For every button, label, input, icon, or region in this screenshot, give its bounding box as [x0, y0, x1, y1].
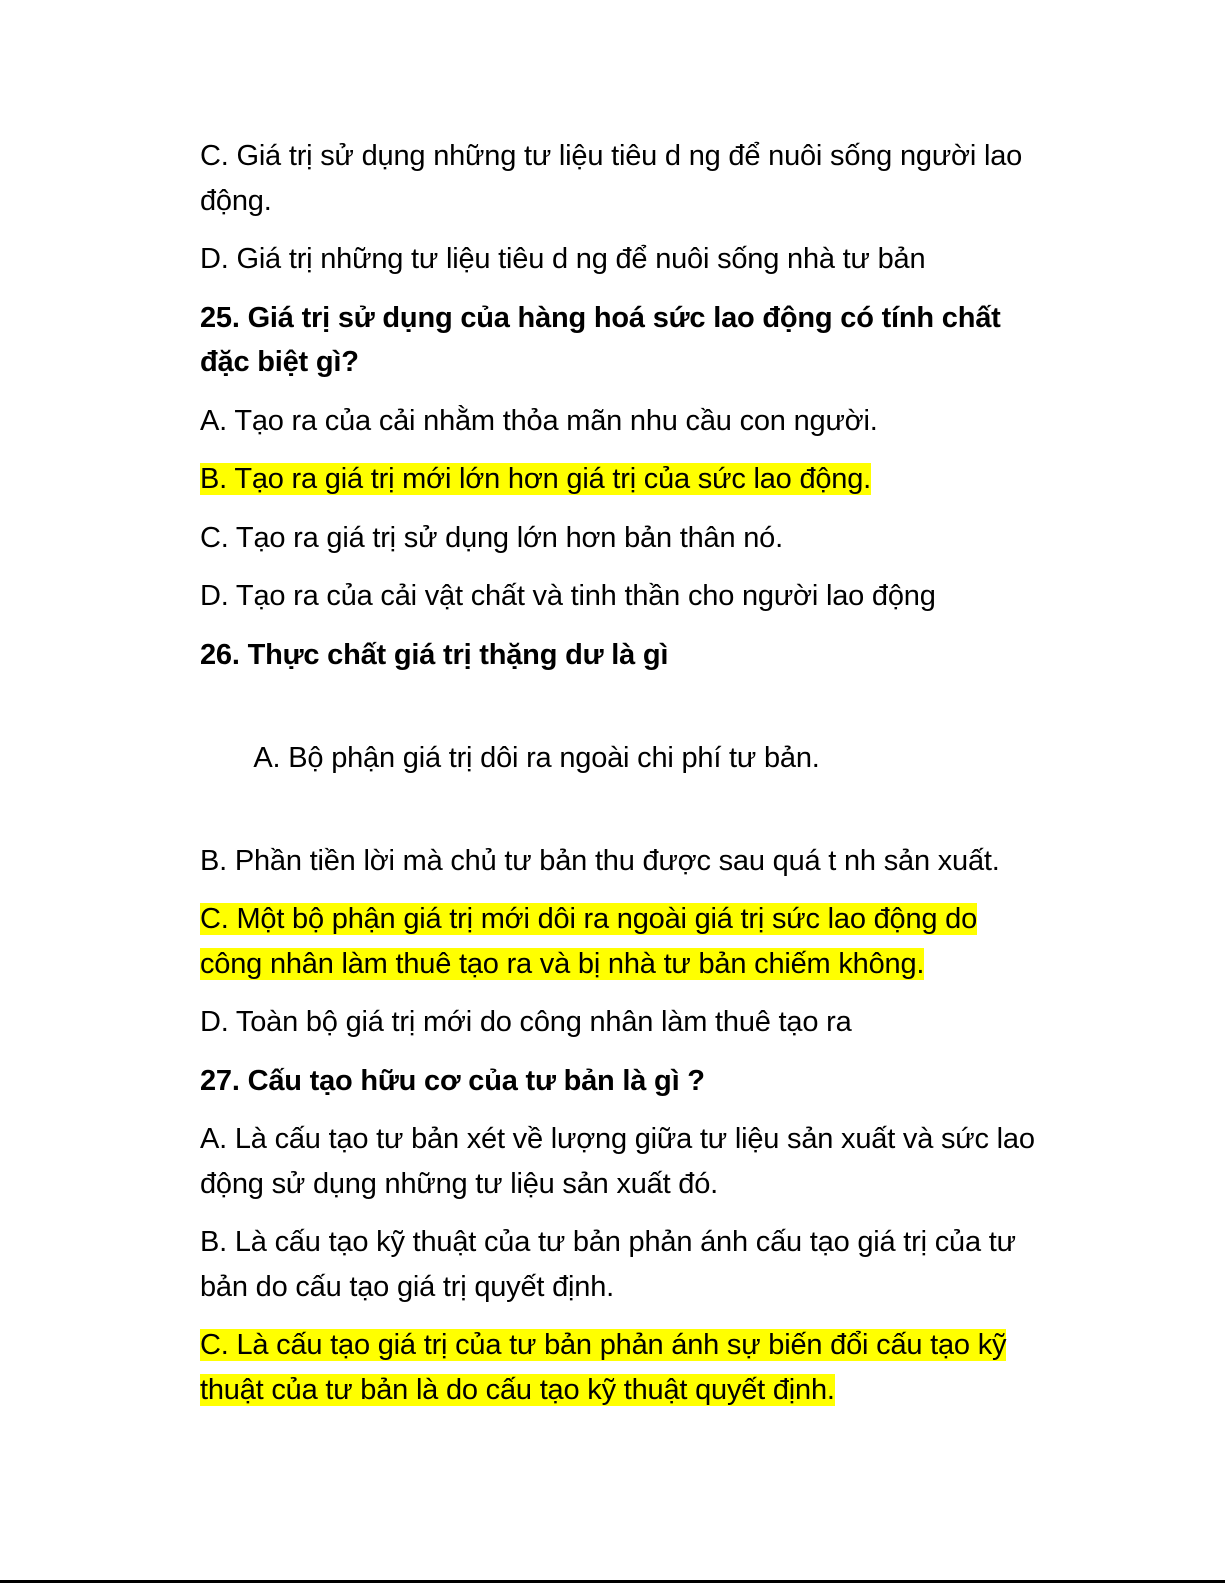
answer-text: D. Giá trị những tư liệu tiêu d ng để nuôi sống nhà tư bản	[200, 243, 926, 275]
answer-text: D. Toàn bộ giá trị mới do công nhân làm thuê tạo ra	[200, 1006, 852, 1038]
answer-option-26c-correct	[200, 897, 1040, 986]
answer-text: A. Tạo ra của cải nhằm thỏa mãn nhu cầu con người.	[200, 404, 878, 437]
highlighted-answer-text: B. Tạo ra giá trị mới lớn hơn giá trị của sức lao động.	[200, 463, 872, 495]
highlighted-answer-text: C. Là cấu tạo giá trị của tư bản phản ánh sự biến đổi cấu tạo kỹ thuật của tư bản là do cấu tạo kỹ thuật quyết định.	[200, 1329, 1007, 1406]
answer-text: D. Tạo ra của cải vật chất và tinh thần cho người lao động	[200, 580, 936, 612]
answer-text: B. Là cấu tạo kỹ thuật của tư bản phản ánh cấu tạo giá trị của tư bản do cấu tạo giá trị quyết định.	[200, 1226, 1016, 1303]
answer-text: C. Tạo ra giá trị sử dụng lớn hơn bản thân nó.	[200, 521, 783, 554]
answer-option-27b	[200, 1220, 1040, 1309]
answer-option-26d	[200, 1000, 1040, 1045]
question-26-heading	[200, 633, 1040, 678]
document-body	[200, 134, 1040, 1426]
answer-text: A. Bộ phận giá trị dôi ra ngoài chi phí tư bản.	[247, 741, 820, 774]
answer-option-26a	[200, 691, 1040, 825]
question-text: 25. Giá trị sử dụng của hàng hoá sức lao động có tính chất đặc biệt gì?	[200, 301, 1001, 378]
answer-option-25b-correct	[200, 457, 1040, 502]
answer-option-24d	[200, 237, 1040, 282]
answer-option-26b	[200, 839, 1040, 884]
page-bottom-border	[0, 1580, 1225, 1583]
highlighted-answer-text: C. Một bộ phận giá trị mới dôi ra ngoài giá trị sức lao động do công nhân làm thuê tạo ra và bị nhà tư bản chiếm không.	[200, 903, 978, 980]
answer-option-25a	[200, 399, 1040, 444]
question-25-heading	[200, 296, 1040, 385]
answer-option-27a	[200, 1117, 1040, 1206]
question-text: 27. Cấu tạo hữu cơ của tư bản là gì ?	[200, 1064, 705, 1097]
answer-option-24c	[200, 134, 1040, 223]
answer-text: C. Giá trị sử dụng những tư liệu tiêu d ng để nuôi sống người lao động.	[200, 140, 1023, 217]
answer-text: B. Phần tiền lời mà chủ tư bản thu được sau quá t nh sản xuất.	[200, 844, 1000, 877]
answer-option-25c	[200, 516, 1040, 561]
answer-text: A. Là cấu tạo tư bản xét về lượng giữa tư liệu sản xuất và sức lao động sử dụng những tư liệu sản xuất đó.	[200, 1123, 1035, 1200]
answer-option-27c-correct	[200, 1323, 1040, 1412]
question-27-heading	[200, 1059, 1040, 1104]
answer-option-25d	[200, 574, 1040, 619]
question-text: 26. Thực chất giá trị thặng dư là gì	[200, 638, 669, 671]
